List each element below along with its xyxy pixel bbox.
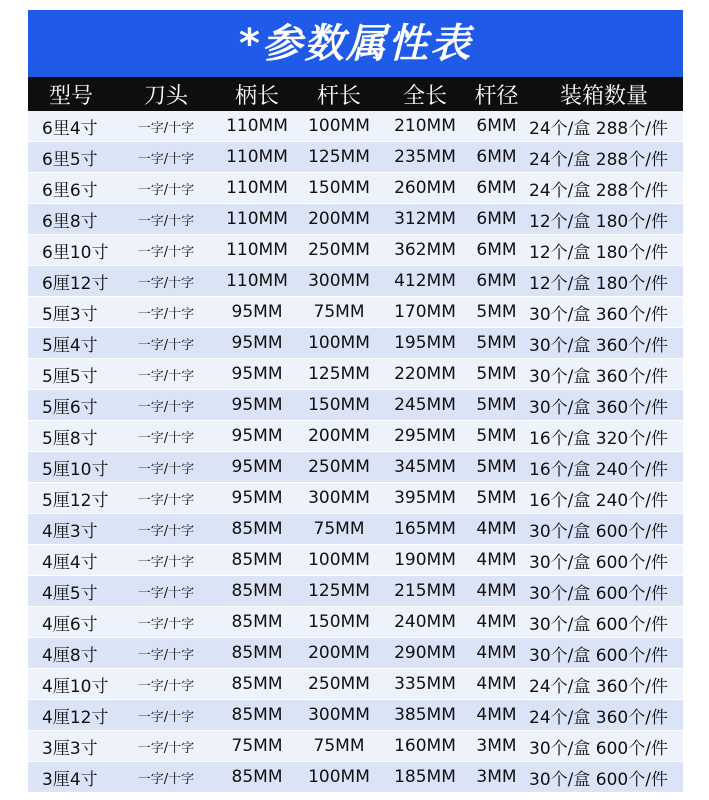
cell-head: 一字/十字	[114, 390, 218, 421]
page-title: *参数属性表	[239, 20, 472, 67]
cell-model: 5厘3寸	[28, 297, 114, 328]
cell-total: 240MM	[382, 607, 468, 638]
cell-total: 160MM	[382, 731, 468, 762]
cell-shaft: 100MM	[296, 111, 382, 142]
cell-diameter: 4MM	[468, 545, 525, 576]
cell-model: 6里6寸	[28, 173, 114, 204]
cell-model: 3厘3寸	[28, 731, 114, 762]
cell-total: 345MM	[382, 452, 468, 483]
table-row	[28, 297, 683, 328]
cell-packing: 30个/盒 600个/件	[525, 762, 683, 793]
spec-table	[28, 77, 683, 793]
cell-shaft: 150MM	[296, 607, 382, 638]
cell-packing: 30个/盒 600个/件	[525, 545, 683, 576]
cell-handle: 110MM	[218, 235, 296, 266]
table-row	[28, 390, 683, 421]
cell-diameter: 6MM	[468, 266, 525, 297]
cell-model: 6里8寸	[28, 204, 114, 235]
table-row	[28, 638, 683, 669]
cell-total: 215MM	[382, 576, 468, 607]
cell-head: 一字/十字	[114, 235, 218, 266]
cell-packing: 30个/盒 600个/件	[525, 576, 683, 607]
header-row	[28, 77, 683, 111]
cell-model: 5厘10寸	[28, 452, 114, 483]
cell-head: 一字/十字	[114, 731, 218, 762]
cell-shaft: 200MM	[296, 421, 382, 452]
cell-total: 395MM	[382, 483, 468, 514]
table-row	[28, 173, 683, 204]
cell-shaft: 150MM	[296, 390, 382, 421]
cell-packing: 30个/盒 360个/件	[525, 390, 683, 421]
table-row	[28, 483, 683, 514]
table-row	[28, 421, 683, 452]
cell-shaft: 300MM	[296, 700, 382, 731]
header-handle: 柄长	[218, 77, 296, 111]
cell-handle: 85MM	[218, 576, 296, 607]
cell-shaft: 250MM	[296, 452, 382, 483]
cell-total: 260MM	[382, 173, 468, 204]
cell-diameter: 4MM	[468, 607, 525, 638]
cell-shaft: 250MM	[296, 669, 382, 700]
cell-diameter: 3MM	[468, 762, 525, 793]
header-diameter: 杆径	[468, 77, 525, 111]
cell-head: 一字/十字	[114, 669, 218, 700]
cell-total: 235MM	[382, 142, 468, 173]
cell-model: 4厘8寸	[28, 638, 114, 669]
cell-head: 一字/十字	[114, 111, 218, 142]
cell-shaft: 100MM	[296, 328, 382, 359]
cell-diameter: 4MM	[468, 669, 525, 700]
cell-diameter: 5MM	[468, 483, 525, 514]
cell-total: 165MM	[382, 514, 468, 545]
cell-packing: 30个/盒 360个/件	[525, 297, 683, 328]
cell-head: 一字/十字	[114, 607, 218, 638]
cell-model: 5厘8寸	[28, 421, 114, 452]
cell-handle: 110MM	[218, 204, 296, 235]
cell-total: 190MM	[382, 545, 468, 576]
cell-handle: 85MM	[218, 669, 296, 700]
cell-shaft: 300MM	[296, 483, 382, 514]
cell-head: 一字/十字	[114, 297, 218, 328]
cell-head: 一字/十字	[114, 452, 218, 483]
cell-total: 170MM	[382, 297, 468, 328]
cell-total: 290MM	[382, 638, 468, 669]
cell-model: 5厘4寸	[28, 328, 114, 359]
table-row	[28, 204, 683, 235]
cell-shaft: 100MM	[296, 762, 382, 793]
table-row	[28, 669, 683, 700]
cell-head: 一字/十字	[114, 700, 218, 731]
cell-total: 385MM	[382, 700, 468, 731]
header-total: 全长	[382, 77, 468, 111]
cell-total: 412MM	[382, 266, 468, 297]
cell-head: 一字/十字	[114, 638, 218, 669]
cell-diameter: 4MM	[468, 576, 525, 607]
cell-total: 185MM	[382, 762, 468, 793]
table-row	[28, 731, 683, 762]
header-shaft: 杆长	[296, 77, 382, 111]
cell-diameter: 6MM	[468, 204, 525, 235]
cell-shaft: 150MM	[296, 173, 382, 204]
table-row	[28, 607, 683, 638]
table-row	[28, 514, 683, 545]
cell-shaft: 75MM	[296, 514, 382, 545]
cell-model: 6里10寸	[28, 235, 114, 266]
cell-model: 4厘10寸	[28, 669, 114, 700]
cell-shaft: 125MM	[296, 576, 382, 607]
table-row	[28, 235, 683, 266]
cell-model: 6厘12寸	[28, 266, 114, 297]
table-row	[28, 762, 683, 793]
cell-shaft: 75MM	[296, 297, 382, 328]
cell-model: 4厘3寸	[28, 514, 114, 545]
table-header	[28, 77, 683, 111]
cell-diameter: 5MM	[468, 390, 525, 421]
cell-head: 一字/十字	[114, 576, 218, 607]
cell-packing: 12个/盒 180个/件	[525, 266, 683, 297]
cell-shaft: 200MM	[296, 638, 382, 669]
cell-packing: 12个/盒 180个/件	[525, 204, 683, 235]
cell-handle: 110MM	[218, 142, 296, 173]
cell-packing: 30个/盒 600个/件	[525, 731, 683, 762]
cell-handle: 95MM	[218, 297, 296, 328]
cell-packing: 24个/盒 288个/件	[525, 173, 683, 204]
cell-model: 4厘4寸	[28, 545, 114, 576]
cell-handle: 85MM	[218, 545, 296, 576]
cell-head: 一字/十字	[114, 204, 218, 235]
table-row	[28, 576, 683, 607]
cell-diameter: 3MM	[468, 731, 525, 762]
cell-packing: 30个/盒 360个/件	[525, 328, 683, 359]
cell-handle: 85MM	[218, 762, 296, 793]
table-row	[28, 142, 683, 173]
cell-diameter: 6MM	[468, 142, 525, 173]
cell-packing: 24个/盒 360个/件	[525, 669, 683, 700]
table-row	[28, 111, 683, 142]
header-packing: 装箱数量	[525, 77, 683, 111]
cell-packing: 24个/盒 360个/件	[525, 700, 683, 731]
cell-head: 一字/十字	[114, 328, 218, 359]
cell-packing: 16个/盒 240个/件	[525, 483, 683, 514]
cell-model: 5厘6寸	[28, 390, 114, 421]
table-row	[28, 328, 683, 359]
cell-handle: 110MM	[218, 111, 296, 142]
cell-model: 6里5寸	[28, 142, 114, 173]
cell-handle: 110MM	[218, 173, 296, 204]
cell-total: 245MM	[382, 390, 468, 421]
cell-head: 一字/十字	[114, 762, 218, 793]
cell-head: 一字/十字	[114, 173, 218, 204]
header-model: 型号	[28, 77, 114, 111]
table-row	[28, 700, 683, 731]
cell-handle: 95MM	[218, 359, 296, 390]
cell-packing: 24个/盒 288个/件	[525, 111, 683, 142]
cell-total: 295MM	[382, 421, 468, 452]
cell-handle: 85MM	[218, 638, 296, 669]
cell-packing: 24个/盒 288个/件	[525, 142, 683, 173]
cell-handle: 85MM	[218, 700, 296, 731]
cell-diameter: 4MM	[468, 514, 525, 545]
cell-shaft: 125MM	[296, 359, 382, 390]
cell-packing: 16个/盒 240个/件	[525, 452, 683, 483]
cell-shaft: 250MM	[296, 235, 382, 266]
table-row	[28, 359, 683, 390]
cell-total: 362MM	[382, 235, 468, 266]
title-banner	[28, 10, 683, 77]
cell-model: 5厘12寸	[28, 483, 114, 514]
cell-shaft: 100MM	[296, 545, 382, 576]
cell-diameter: 4MM	[468, 700, 525, 731]
cell-total: 220MM	[382, 359, 468, 390]
cell-head: 一字/十字	[114, 421, 218, 452]
cell-handle: 85MM	[218, 607, 296, 638]
cell-total: 210MM	[382, 111, 468, 142]
cell-total: 195MM	[382, 328, 468, 359]
cell-shaft: 200MM	[296, 204, 382, 235]
cell-packing: 30个/盒 600个/件	[525, 514, 683, 545]
cell-diameter: 6MM	[468, 111, 525, 142]
table-row	[28, 452, 683, 483]
cell-total: 335MM	[382, 669, 468, 700]
cell-packing: 30个/盒 600个/件	[525, 607, 683, 638]
cell-handle: 95MM	[218, 421, 296, 452]
cell-handle: 95MM	[218, 483, 296, 514]
cell-diameter: 6MM	[468, 173, 525, 204]
cell-packing: 30个/盒 600个/件	[525, 638, 683, 669]
table-row	[28, 545, 683, 576]
cell-head: 一字/十字	[114, 483, 218, 514]
cell-handle: 110MM	[218, 266, 296, 297]
cell-diameter: 5MM	[468, 452, 525, 483]
cell-total: 312MM	[382, 204, 468, 235]
cell-diameter: 5MM	[468, 421, 525, 452]
cell-diameter: 4MM	[468, 638, 525, 669]
cell-head: 一字/十字	[114, 359, 218, 390]
cell-model: 3厘4寸	[28, 762, 114, 793]
cell-shaft: 125MM	[296, 142, 382, 173]
cell-head: 一字/十字	[114, 514, 218, 545]
cell-shaft: 75MM	[296, 731, 382, 762]
cell-model: 4厘6寸	[28, 607, 114, 638]
cell-model: 4厘12寸	[28, 700, 114, 731]
cell-model: 6里4寸	[28, 111, 114, 142]
cell-diameter: 5MM	[468, 359, 525, 390]
header-head: 刀头	[114, 77, 218, 111]
cell-packing: 30个/盒 360个/件	[525, 359, 683, 390]
cell-diameter: 5MM	[468, 297, 525, 328]
cell-head: 一字/十字	[114, 142, 218, 173]
cell-diameter: 6MM	[468, 235, 525, 266]
cell-model: 4厘5寸	[28, 576, 114, 607]
cell-handle: 75MM	[218, 731, 296, 762]
cell-head: 一字/十字	[114, 545, 218, 576]
cell-diameter: 5MM	[468, 328, 525, 359]
table-body	[28, 111, 683, 793]
cell-handle: 95MM	[218, 390, 296, 421]
cell-handle: 95MM	[218, 328, 296, 359]
cell-packing: 12个/盒 180个/件	[525, 235, 683, 266]
cell-handle: 85MM	[218, 514, 296, 545]
cell-shaft: 300MM	[296, 266, 382, 297]
cell-model: 5厘5寸	[28, 359, 114, 390]
cell-handle: 95MM	[218, 452, 296, 483]
table-row	[28, 266, 683, 297]
cell-head: 一字/十字	[114, 266, 218, 297]
cell-packing: 16个/盒 320个/件	[525, 421, 683, 452]
